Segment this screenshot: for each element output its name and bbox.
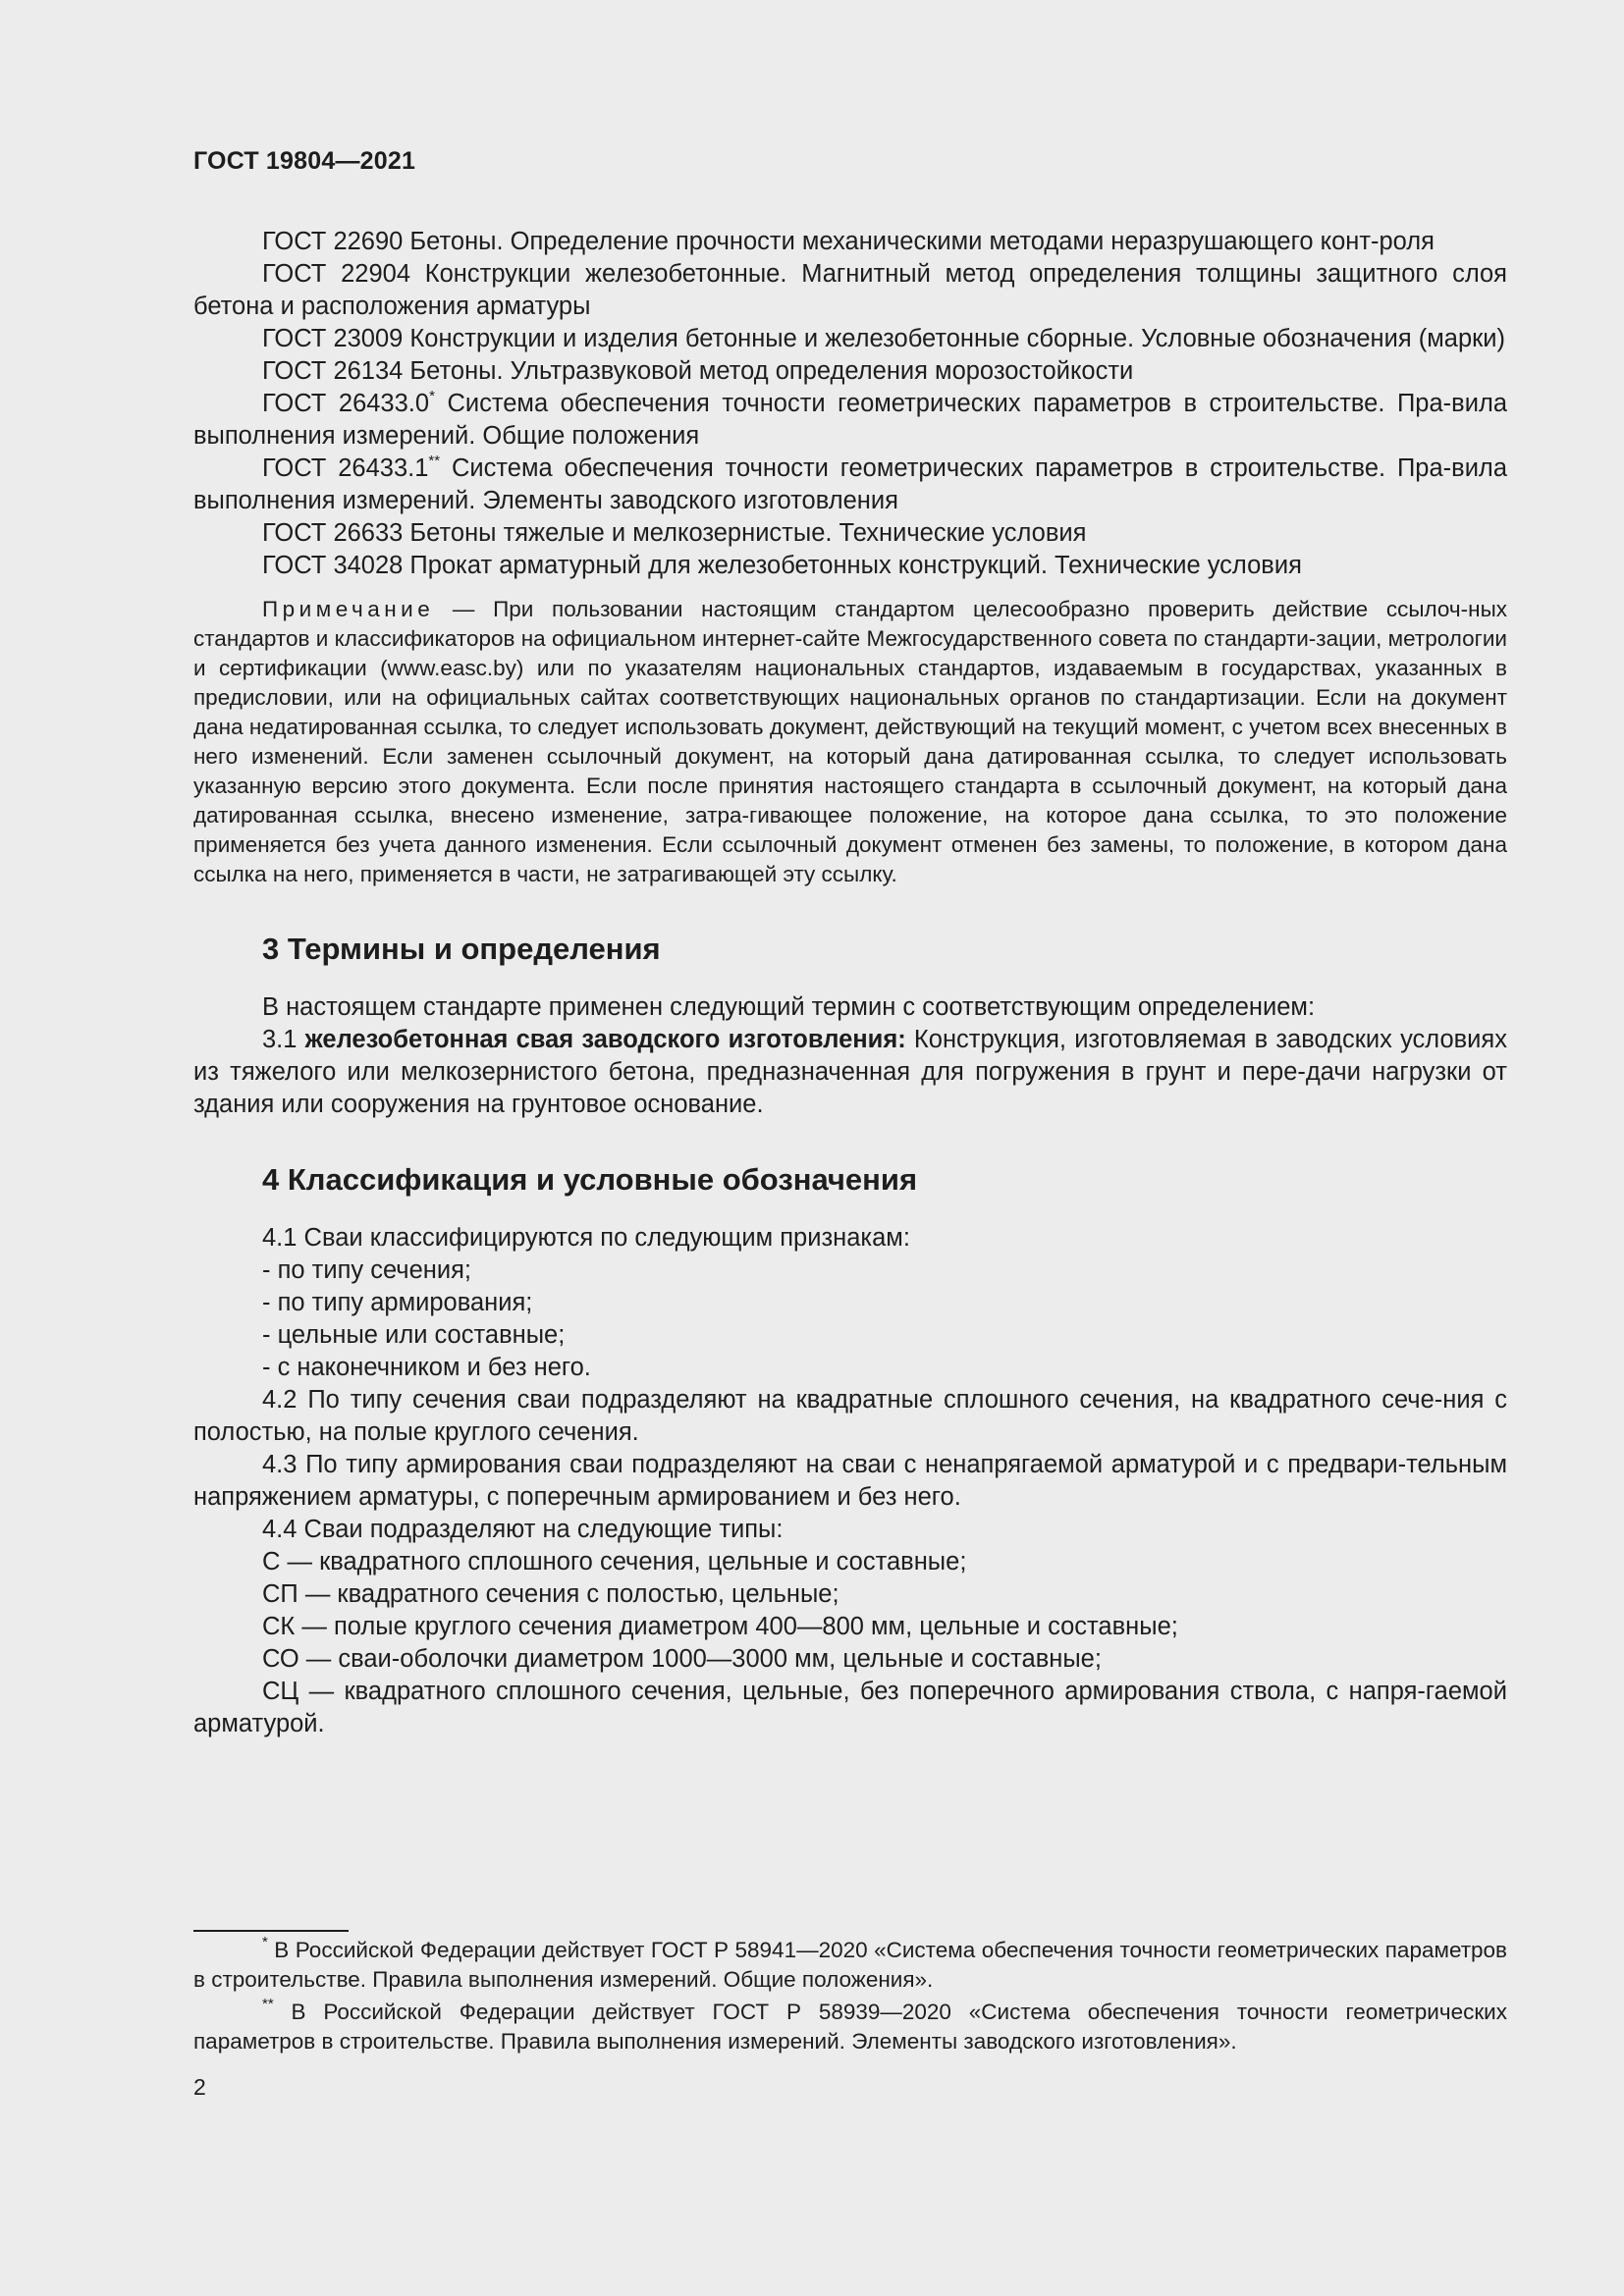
clause-4-2: 4.2 По типу сечения сваи подразделяют на квадратные сплошного сечения, на квадратного сече-ния с полостью, на полые круглого сечения. (193, 1386, 1507, 1446)
clause-4-3: 4.3 По типу армирования сваи подразделяют на сваи с ненапрягаемой арматурой и с предвари-тельным напряжением арматуры, с поперечным армированием и без него. (193, 1451, 1507, 1511)
reference-code: ГОСТ 26433.0 (262, 390, 430, 417)
list-item: - по типу сечения; (262, 1256, 471, 1284)
reference-item: ГОСТ 26134 Бетоны. Ультразвуковой метод определения морозостойкости (262, 357, 1134, 385)
note-paragraph (193, 595, 1507, 889)
note-text: — При пользовании настоящим стандартом целесообразно проверить действие ссылоч-ных стандартов и классификаторов на официальном интернет-сайте Межгосударственного совета по стандарти-зации, метрологии и сертификации (www.easc.by) или по указателям национальных стандартов, издаваемым в государствах, указанных в предисловии, или на официальных сайтах соответствующих национальных органов по стандартизации. Если на документ дана недатированная ссылка, то следует использовать документ, действующий на текущий момент, с учетом всех внесенных в него изменений. Если заменен ссылочный документ, на который дана датированная ссылка, то следует использовать указанную версию этого документа. Если после принятия настоящего стандарта в ссылочный документ, на который дана датированная ссылка, внесено изменение, затра-гивающее положение, на которое дана ссылка, то это положение применяется без учета данного изменения. Если ссылочный документ отменен без замены, то положение, в котором дана ссылка на него, применяется в части, не затрагивающей эту ссылку. (193, 597, 1507, 886)
list-item: - с наконечником и без него. (262, 1354, 591, 1381)
section-3-heading: 3 Термины и определения (262, 932, 661, 966)
term-number: 3.1 (262, 1026, 305, 1053)
reference-item: ГОСТ 23009 Конструкции и изделия бетонные и железобетонные сборные. Условные обозначения (марки) (262, 325, 1506, 352)
reference-title: Система обеспечения точности геометрических параметров в строительстве. Пра-вила выполнения измерений. Общие положения (193, 390, 1508, 450)
footnote (193, 1998, 1507, 2056)
term-name: железобетонная свая заводского изготовления: (304, 1026, 906, 1053)
pile-type-item: СЦ — квадратного сплошного сечения, цельные, без поперечного армирования ствола, с напря-гаемой арматурой. (193, 1678, 1507, 1737)
reference-item: ГОСТ 22904 Конструкции железобетонные. Магнитный метод определения толщины защитного слоя бетона и расположения арматуры (193, 260, 1507, 320)
term-text: Конструкция, изготовляемая в заводских условиях из тяжелого или мелкозернистого бетона, предназначенная для погружения в грунт и пере-дачи нагрузки от здания или сооружения на грунтовое основание. (193, 1026, 1507, 1118)
reference-item (193, 388, 1507, 453)
footnote-mark: * (262, 1934, 268, 1950)
pile-type-item: СК — полые круглого сечения диаметром 400—800 мм, цельные и составные; (262, 1613, 1178, 1640)
reference-item: ГОСТ 26633 Бетоны тяжелые и мелкозернистые. Технические условия (262, 519, 1087, 547)
reference-item (193, 453, 1507, 517)
page-number: 2 (193, 2074, 206, 2100)
footnote-text: В Российской Федерации действует ГОСТ Р 58941—2020 «Система обеспечения точности геометрических параметров в строительстве. Правила выполнения измерений. Общие положения». (193, 1938, 1507, 1992)
pile-type-item: СП — квадратного сечения с полостью, цельные; (262, 1580, 839, 1608)
section-3-intro: В настоящем стандарте применен следующий термин с соответствующим определением: (262, 993, 1316, 1021)
footnote (193, 1936, 1507, 1995)
clause-4-1: 4.1 Сваи классифицируются по следующим признакам: (262, 1224, 910, 1252)
pile-type-item: СО — сваи-оболочки диаметром 1000—3000 мм, цельные и составные; (262, 1645, 1102, 1673)
clause-4-4: 4.4 Сваи подразделяют на следующие типы: (262, 1516, 784, 1543)
footnote-divider (193, 1930, 349, 1932)
footnote-marker: * (429, 388, 435, 404)
reference-item: ГОСТ 34028 Прокат арматурный для железобетонных конструкций. Технические условия (262, 552, 1302, 579)
section-4-heading: 4 Классификация и условные обозначения (262, 1162, 918, 1197)
list-item: - цельные или составные; (262, 1321, 566, 1349)
document-body (193, 226, 1507, 1740)
footnote-mark: ** (262, 1996, 274, 2012)
footnotes (193, 1936, 1507, 2059)
pile-type-item: С — квадратного сплошного сечения, цельные и составные; (262, 1548, 967, 1575)
footnote-marker: ** (428, 453, 441, 469)
note-label: Примечание (262, 597, 435, 621)
reference-item: ГОСТ 22690 Бетоны. Определение прочности механическими методами неразрушающего конт-роля (262, 228, 1435, 255)
reference-code: ГОСТ 26433.1 (262, 454, 429, 482)
reference-title: Система обеспечения точности геометрических параметров в строительстве. Пра-вила выполнения измерений. Элементы заводского изготовления (193, 454, 1507, 514)
term-definition (193, 1024, 1507, 1121)
list-item: - по типу армирования; (262, 1289, 533, 1316)
footnote-text: В Российской Федерации действует ГОСТ Р 58939—2020 «Система обеспечения точности геометрических параметров в строительстве. Правила выполнения измерений. Элементы заводского изготовления». (193, 2000, 1507, 2054)
document-header: ГОСТ 19804—2021 (193, 147, 416, 175)
